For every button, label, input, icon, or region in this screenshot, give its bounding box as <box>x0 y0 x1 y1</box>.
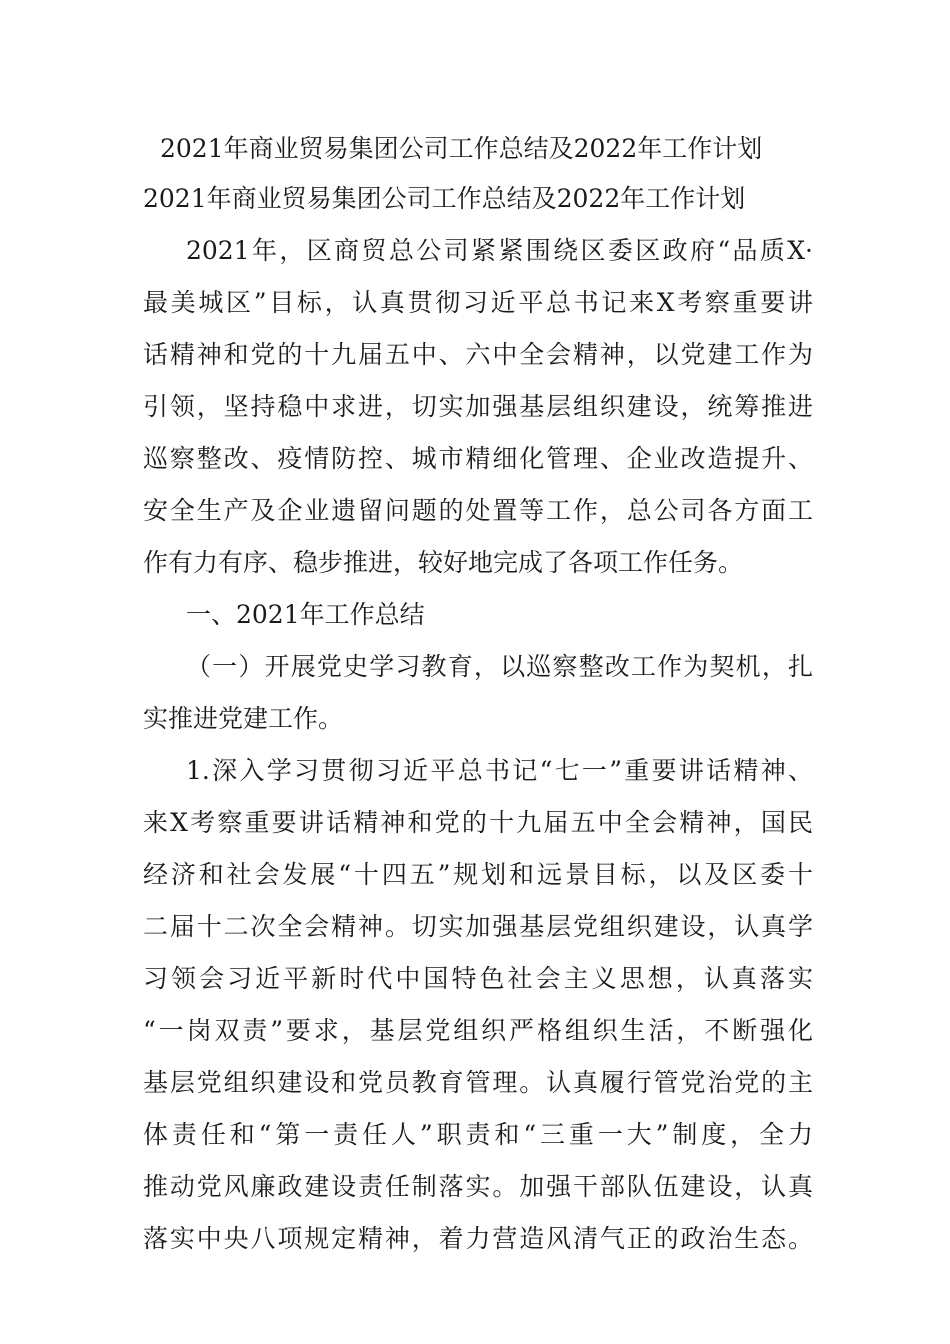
paragraph-line: 引领，坚持稳中求进，切实加强基层组织建设，统筹推进 <box>143 392 813 421</box>
paragraph-line: 体责任和“第一责任人”职责和“三重一大”制度，全力 <box>143 1120 813 1149</box>
subsection-heading: （一）开展党史学习教育，以巡察整改工作为契机，扎 <box>186 652 813 681</box>
section-heading: 一、2021年工作总结 <box>186 600 425 629</box>
paragraph-line: 经济和社会发展“十四五”规划和远景目标，以及区委十 <box>143 860 813 889</box>
document-title-repeat: 2021年商业贸易集团公司工作总结及2022年工作计划 <box>143 184 746 213</box>
paragraph-line: 2021年，区商贸总公司紧紧围绕区委区政府“品质X· <box>186 236 813 265</box>
paragraph-line: 作有力有序、稳步推进，较好地完成了各项工作任务。 <box>143 548 744 577</box>
document-title: 2021年商业贸易集团公司工作总结及2022年工作计划 <box>160 134 763 163</box>
paragraph-line: 话精神和党的十九届五中、六中全会精神，以党建工作为 <box>143 340 813 369</box>
paragraph-line: 基层党组织建设和党员教育管理。认真履行管党治党的主 <box>143 1068 813 1097</box>
paragraph-line: 来X考察重要讲话精神和党的十九届五中全会精神，国民 <box>143 808 813 837</box>
subsection-heading-continued: 实推进党建工作。 <box>143 704 344 733</box>
paragraph-line: 最美城区”目标，认真贯彻习近平总书记来X考察重要讲 <box>143 288 813 317</box>
paragraph-line: 习领会习近平新时代中国特色社会主义思想，认真落实 <box>143 964 813 993</box>
paragraph-line: 1.深入学习贯彻习近平总书记“七一”重要讲话精神、 <box>186 756 813 785</box>
paragraph-line: 落实中央八项规定精神，着力营造风清气正的政治生态。 <box>143 1224 813 1253</box>
paragraph-line: 二届十二次全会精神。切实加强基层党组织建设，认真学 <box>143 912 813 941</box>
paragraph-line: 巡察整改、疫情防控、城市精细化管理、企业改造提升、 <box>143 444 813 473</box>
paragraph-line: “一岗双责”要求，基层党组织严格组织生活，不断强化 <box>143 1016 813 1045</box>
paragraph-line: 推动党风廉政建设责任制落实。加强干部队伍建设，认真 <box>143 1172 813 1201</box>
paragraph-line: 安全生产及企业遗留问题的处置等工作，总公司各方面工 <box>143 496 813 525</box>
